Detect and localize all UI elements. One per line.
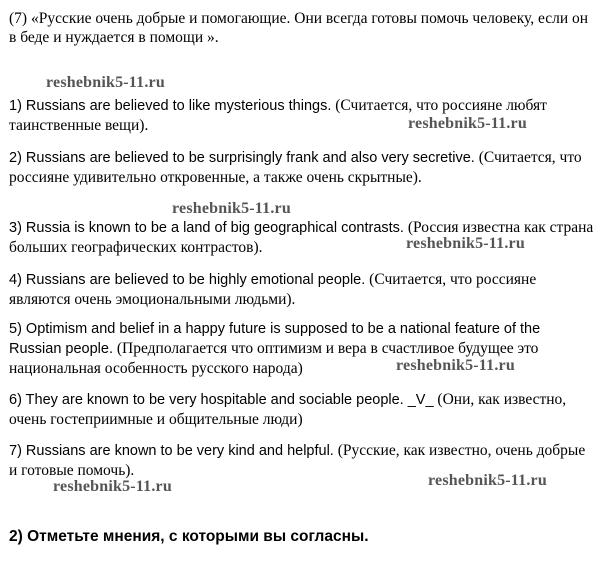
watermark-7: reshebnik5-11.ru	[428, 472, 547, 489]
item-2-russian: (Считается, что россияне удивительно откровенные, а также очень скрытные).	[9, 149, 582, 186]
intro-quote: «Русские очень добрые и помогающие. Они всегда готовы помочь человеку, если он в беде и нуждается в помощи ».	[9, 10, 589, 46]
watermark-2: reshebnik5-11.ru	[408, 115, 527, 132]
item-3-russian: (Россия известна как страна больших географических контрастов).	[9, 219, 594, 256]
item-3-english: 3) Russia is known to be a land of big geographical contrasts.	[9, 220, 404, 236]
item-7-english: 7) Russians are known to be very kind and helpful.	[9, 443, 334, 459]
item-5-russian: (Предполагается что оптимизм и вера в счастливое будущее это национальная особенность русского народа)	[9, 340, 539, 377]
item-1-english: 1) Russians are believed to like mysterious things.	[9, 98, 332, 114]
list-item-4	[9, 270, 595, 309]
item-6-english: 6) They are known to be very hospitable and sociable people. _V_	[9, 392, 434, 408]
item-5-english: 5) Optimism and belief in a happy future is supposed to be a national feature of the Russian people.	[9, 321, 541, 357]
item-7-russian: (Русские, как известно, очень добрые и готовые помочь).	[9, 442, 586, 479]
item-2-english: 2) Russians are believed to be surprisingly frank and also very secretive.	[9, 150, 475, 166]
watermark-5: reshebnik5-11.ru	[396, 357, 515, 374]
item-1-russian: (Считается, что россияне любят таинственные вещи).	[9, 97, 547, 134]
watermark-1: reshebnik5-11.ru	[46, 74, 165, 91]
item-4-english: 4) Russians are believed to be highly emotional people.	[9, 272, 366, 288]
list-item-6	[9, 390, 595, 429]
item-4-russian: (Считается, что россияне являются очень эмоциональными людьми).	[9, 271, 537, 308]
list-item-2	[9, 148, 595, 187]
watermark-6: reshebnik5-11.ru	[53, 478, 172, 495]
item-6-russian: (Они, как известно, очень гостеприимные и общительные люди)	[9, 391, 567, 428]
intro-paragraph	[9, 9, 595, 47]
intro-number: (7)	[9, 10, 28, 27]
watermark-4: reshebnik5-11.ru	[406, 235, 525, 252]
task-heading: 2) Отметьте мнения, с которыми вы согласны.	[9, 528, 369, 545]
watermark-3: reshebnik5-11.ru	[172, 200, 291, 217]
